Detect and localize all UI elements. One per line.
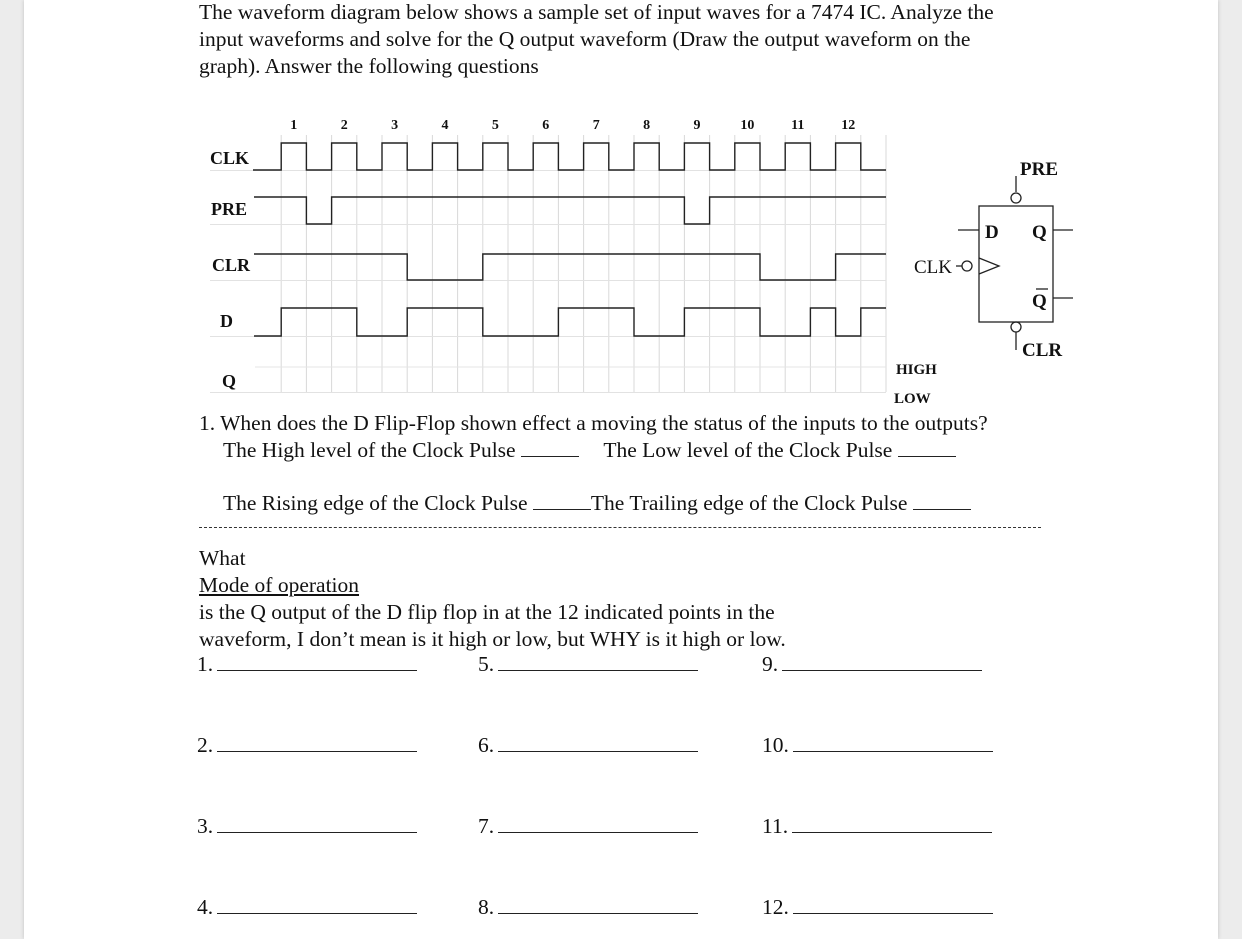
answer-blank[interactable] (782, 652, 982, 671)
answer-blank[interactable] (498, 814, 698, 833)
clock-index-label: 3 (391, 118, 399, 133)
waveform-diagram (0, 0, 1242, 420)
answer-number: 2. (197, 733, 214, 757)
answer-item (478, 814, 698, 839)
ff-qbar-label: Q (1032, 291, 1047, 312)
signal-labels (210, 148, 251, 391)
answer-number: 10. (762, 733, 789, 757)
clock-index-label: 11 (791, 118, 805, 133)
answer-item (478, 895, 698, 920)
answer-blank[interactable] (792, 814, 992, 833)
answer-blank[interactable] (217, 733, 417, 752)
clock-index-label: 6 (542, 118, 550, 133)
answer-item (197, 652, 417, 677)
ff-d-label: D (985, 222, 999, 243)
answer-item (197, 733, 417, 758)
clk-inversion-bubble (962, 261, 972, 271)
waveform-d (254, 308, 886, 336)
intro-line-2: input waveforms and solve for the Q output waveform (Draw the output waveform on the (199, 27, 971, 51)
intro-line-1: The waveform diagram below shows a sample set of input waves for a 7474 IC. Analyze the (199, 0, 994, 24)
waveform-clk (253, 143, 886, 170)
clock-edge-triangle (979, 258, 999, 274)
d-flip-flop-symbol (956, 176, 1073, 350)
answer-number: 8. (478, 895, 495, 919)
timing-grid (210, 135, 886, 393)
signal-label-q: Q (222, 371, 237, 391)
question-2-line-2: waveform, I don’t mean is it high or low, but WHY is it high or low. (199, 627, 786, 651)
answer-blank[interactable] (793, 895, 993, 914)
answer-blank[interactable] (217, 652, 417, 671)
answer-item (478, 652, 698, 677)
answer-blank[interactable] (217, 814, 417, 833)
answer-item (197, 814, 417, 839)
option-trailing-edge-blank[interactable] (913, 509, 971, 510)
option-high-level-blank[interactable] (521, 456, 579, 457)
waveform-pre (254, 197, 886, 224)
signal-label-clr: CLR (212, 255, 251, 275)
answer-item (762, 652, 982, 677)
clock-index-label: 8 (643, 118, 651, 133)
option-trailing-edge: The Trailing edge of the Clock Pulse (590, 491, 908, 515)
answer-number: 3. (197, 814, 214, 838)
question-1-options-row-2 (223, 491, 971, 516)
ff-clr-label: CLR (1022, 340, 1063, 361)
signal-label-pre: PRE (211, 199, 247, 219)
answer-number: 11. (762, 814, 789, 838)
answer-blank[interactable] (793, 733, 993, 752)
clr-inversion-bubble (1011, 322, 1021, 332)
option-rising-edge-blank[interactable] (533, 509, 591, 510)
answer-number: 5. (478, 652, 495, 676)
answer-blank[interactable] (217, 895, 417, 914)
clock-index-label: 1 (290, 118, 298, 133)
mode-of-operation-underlined: Mode of operation (199, 573, 360, 597)
signal-label-d: D (220, 311, 233, 331)
answer-blank[interactable] (498, 652, 698, 671)
question-2-line-1: What Mode of operation is the Q output of the D flip flop in at the 12 indicated points in the (199, 545, 786, 626)
signal-label-clk: CLK (210, 148, 250, 168)
answer-item (197, 895, 417, 920)
answer-item (478, 733, 698, 758)
q-high-label: HIGH (896, 362, 937, 378)
clock-index-label: 9 (693, 118, 701, 133)
clock-index-label: 7 (592, 118, 600, 133)
input-waveforms (253, 143, 886, 336)
answer-blank[interactable] (498, 895, 698, 914)
option-high-level: The High level of the Clock Pulse (223, 438, 516, 462)
waveform-clr (254, 254, 886, 280)
answer-item (762, 814, 992, 839)
answer-number: 1. (197, 652, 214, 676)
question-1: 1. When does the D Flip-Flop shown effect a moving the status of the inputs to the outputs? (199, 411, 988, 435)
q-low-label: LOW (894, 391, 931, 407)
clock-index-label: 5 (491, 118, 499, 133)
answer-number: 7. (478, 814, 495, 838)
clock-index-label: 2 (340, 118, 348, 133)
answer-blank[interactable] (498, 733, 698, 752)
question-2 (199, 545, 786, 653)
clock-index-label: 4 (441, 118, 449, 133)
option-low-level: The Low level of the Clock Pulse (603, 438, 893, 462)
question-1-options-row-1 (223, 438, 956, 463)
pre-inversion-bubble (1011, 193, 1021, 203)
option-low-level-blank[interactable] (898, 456, 956, 457)
answer-number: 12. (762, 895, 789, 919)
answer-number: 4. (197, 895, 214, 919)
ff-q-label: Q (1032, 222, 1047, 243)
intro-line-3: graph). Answer the following questions (199, 54, 539, 78)
answer-number: 9. (762, 652, 779, 676)
ff-clk-label: CLK (914, 257, 952, 278)
answer-number: 6. (478, 733, 495, 757)
clock-index-label: 12 (841, 118, 856, 133)
clock-index-label: 10 (740, 118, 755, 133)
answer-item (762, 733, 993, 758)
dashed-divider (199, 527, 1041, 528)
option-rising-edge: The Rising edge of the Clock Pulse (223, 491, 528, 515)
clock-index-labels (290, 118, 855, 133)
ff-pre-label: PRE (1020, 159, 1058, 180)
answer-item (762, 895, 993, 920)
